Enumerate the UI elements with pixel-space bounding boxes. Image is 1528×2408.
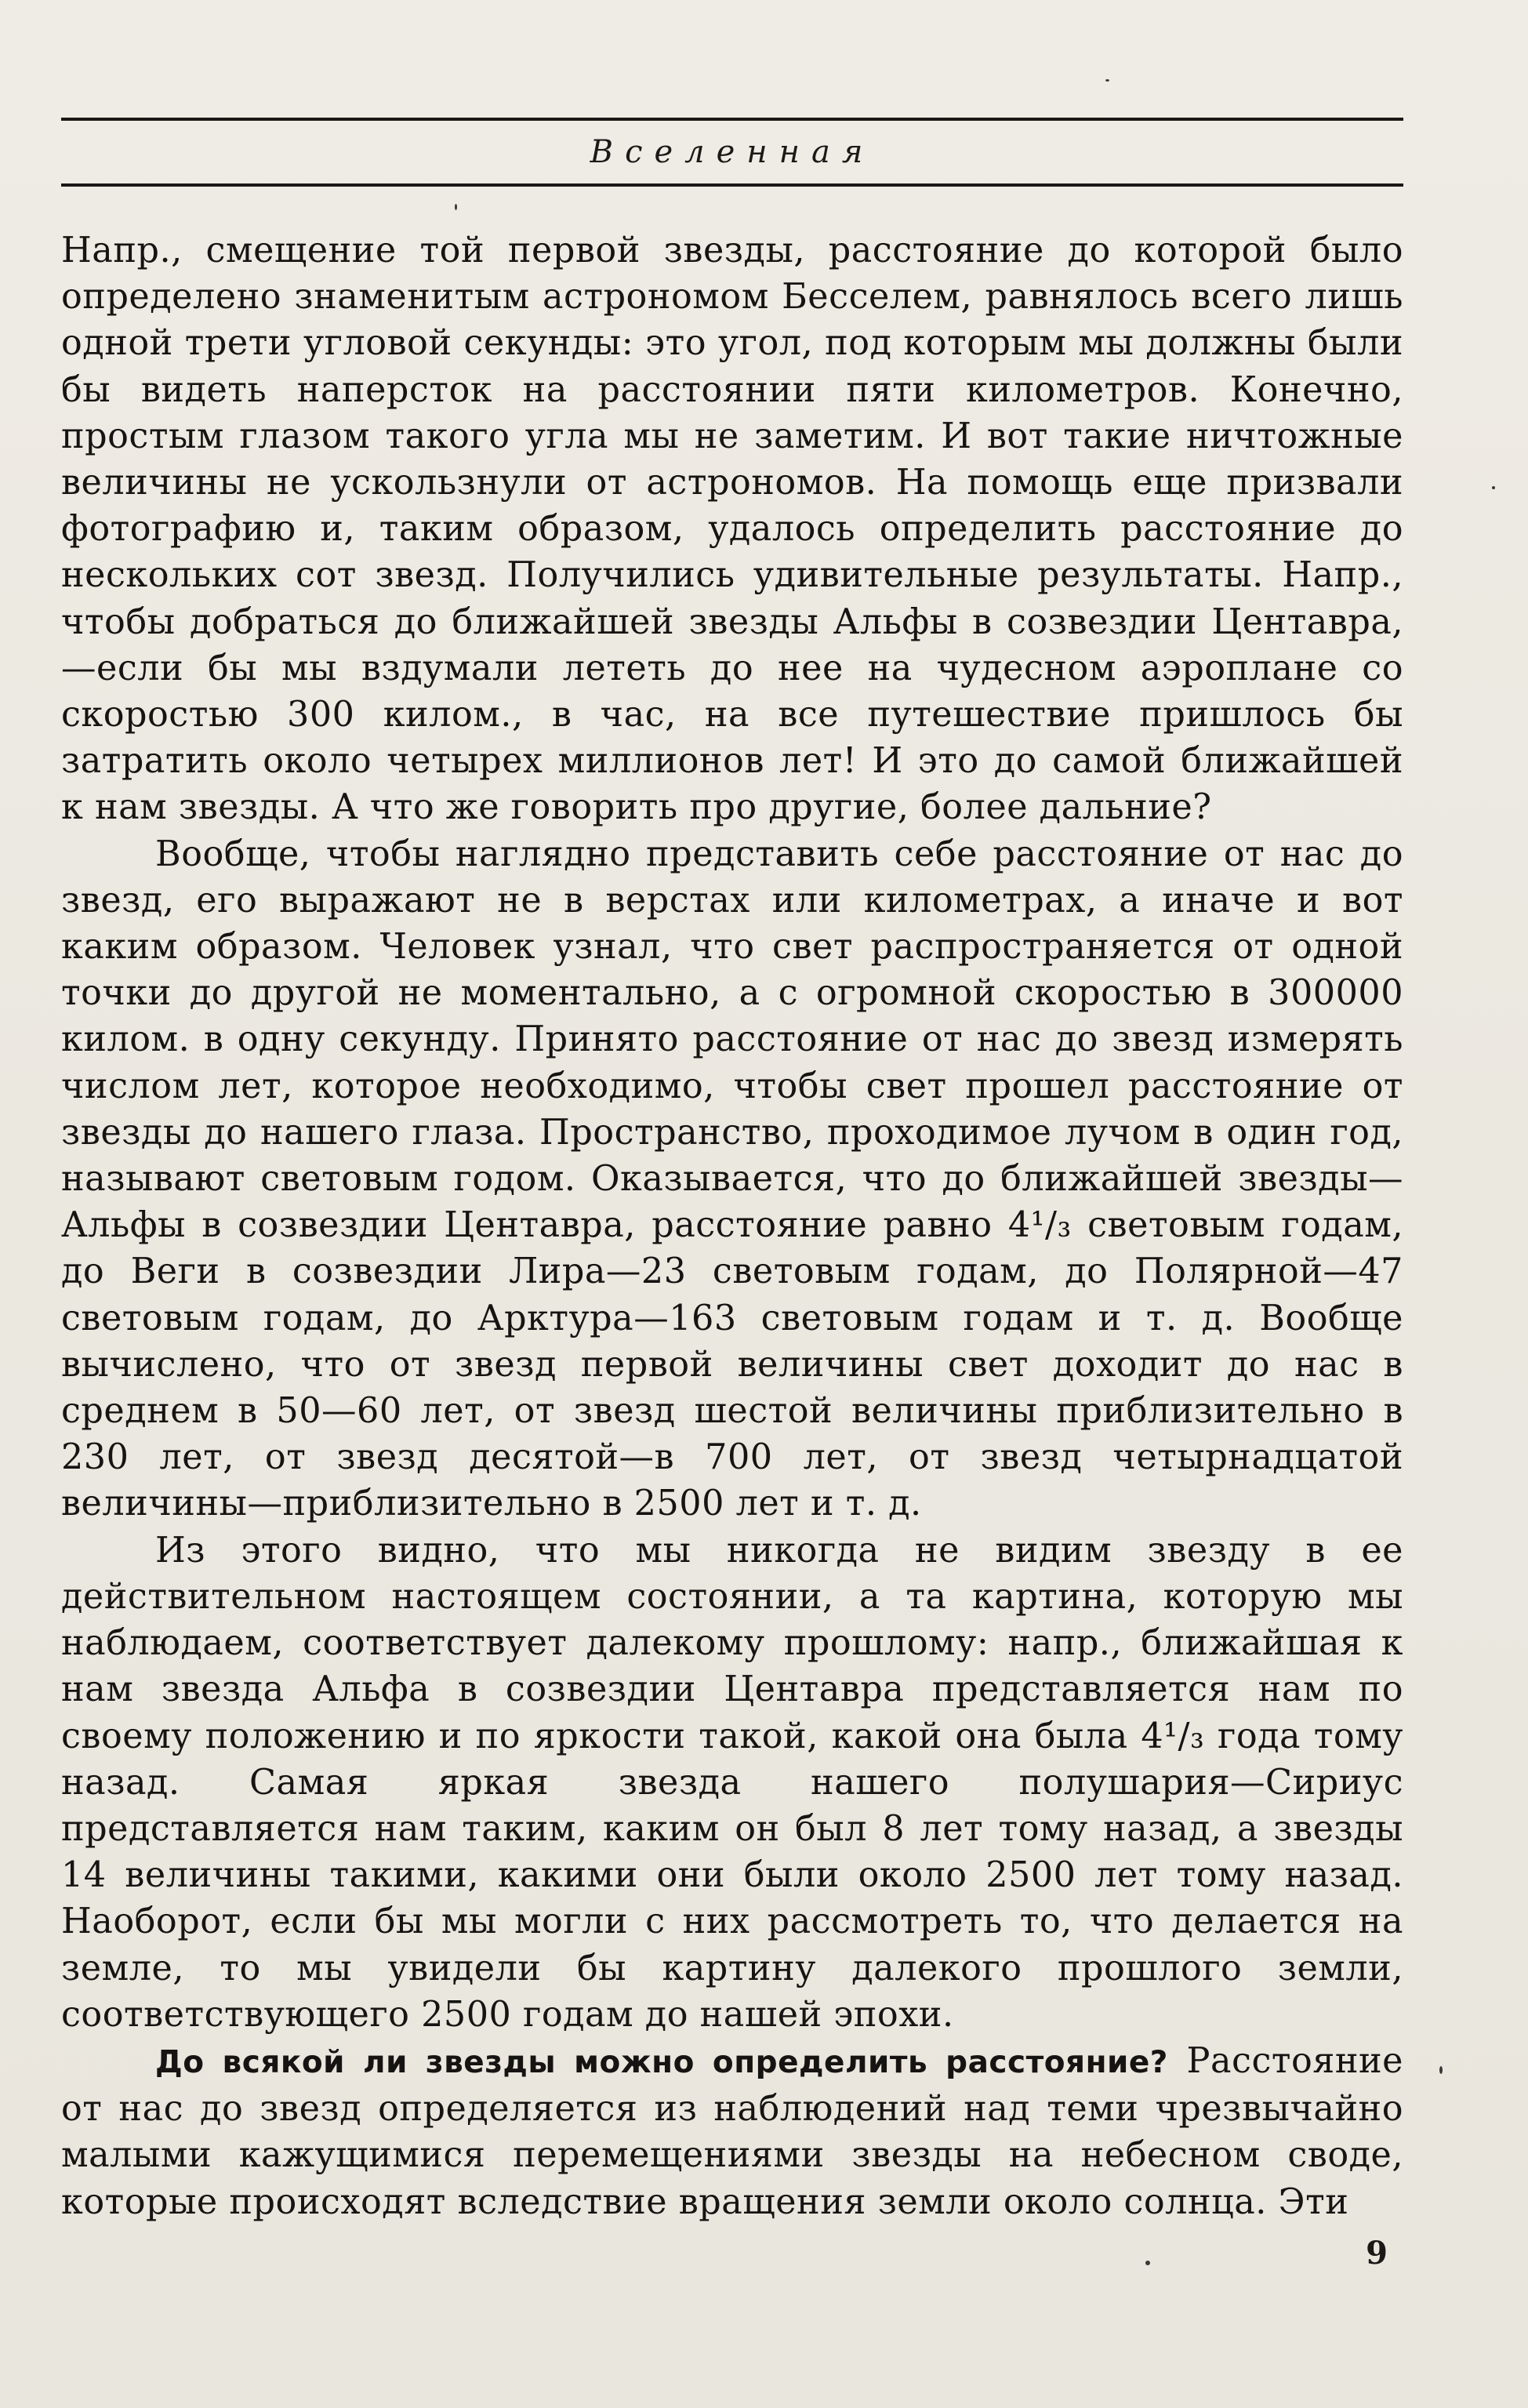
page-number: 9 xyxy=(1366,2235,1388,2272)
print-speck xyxy=(1439,2066,1443,2074)
paragraph-4 xyxy=(61,2038,1403,2225)
header-rule-bottom xyxy=(61,183,1403,187)
running-head: Вселенная xyxy=(590,134,875,170)
header-rule-top xyxy=(61,118,1403,121)
print-speck xyxy=(1145,2261,1150,2265)
print-speck xyxy=(1105,79,1109,82)
paragraph-1: Напр., смещение той первой звезды, расстояние до которой было определено знаменитым астрономом Бесселем, равнялось всего лишь одной трети угловой секунды: это угол, под которым мы должны были бы видеть наперсток на расстоянии пяти километров. Конечно, простым глазом такого угла мы не заметим. И вот такие ничтожные величины не ускользнули от астрономов. На помощь еще призвали фотографию и, таким образом, удалось определить расстояние до нескольких сот звезд. Получились удивительные результаты. Напр., чтобы добраться до ближайшей звезды Альфы в созвездии Центавра,—если бы мы вздумали лететь до нее на чудесном аэроплане со скоростью 300 килом., в час, на все путешествие пришлось бы затратить около четырех миллионов лет! И это до самой ближайшей к нам звезды. А что же говорить про другие, более дальние? xyxy=(61,231,1403,828)
paragraph-3: Из этого видно, что мы никогда не видим звезду в ее действительном настоящем состоянии, а та картина, которую мы наблюдаем, соответствует далекому прошлому: напр., ближайшая к нам звезда Альфа в созвездии Центавра представляется нам по своему положению и по яркости такой, какой она была 4¹/₃ года тому назад. Самая яркая звезда нашего полушария—Сириус представляется нам таким, каким он был 8 лет тому назад, а звезды 14 величины такими, какими они были около 2500 лет тому назад. Наоборот, если бы мы могли с них рассмотреть то, что делается на земле, то мы увидели бы картину далекого прошлого земли, соответствующего 2500 годам до нашей эпохи. xyxy=(61,1530,1403,2035)
print-speck xyxy=(1492,486,1495,489)
body-text xyxy=(61,227,1403,2225)
section-run-in-heading: До всякой ли звезды можно определить расстояние? xyxy=(155,2044,1168,2080)
print-speck xyxy=(455,204,457,210)
paragraph-2: Вообще, чтобы наглядно представить себе расстояние от нас до звезд, его выражают не в верстах или километрах, а иначе и вот каким образом. Человек узнал, что свет распространяется от одной точки до другой не моментально, а с огромной скоростью в 300000 килом. в одну секунду. Принято расстояние от нас до звезд измерять числом лет, которое необходимо, чтобы свет прошел расстояние от звезды до нашего глаза. Пространство, проходимое лучом в один год, называют световым годом. Оказывается, что до ближайшей звезды—Альфы в созвездии Центавра, расстояние равно 4¹/₃ световым годам, до Веги в созвездии Лира—23 световым годам, до Полярной—47 световым годам, до Арктура—163 световым годам и т. д. Вообще вычислено, что от звезд первой величины свет доходит до нас в среднем в 50—60 лет, от звезд шестой величины приблизительно в 230 лет, от звезд десятой—в 700 лет, от звезд четырнадцатой величины—приблизительно в 2500 лет и т. д. xyxy=(61,834,1403,1524)
paragraph-4-text: Расстояние от нас до звезд определяется из наблюдений над теми чрезвычайно малыми кажущимися перемещениями звезды на небесном своде, которые происходят вследствие вращения земли около солнца. Эти xyxy=(61,2040,1404,2222)
